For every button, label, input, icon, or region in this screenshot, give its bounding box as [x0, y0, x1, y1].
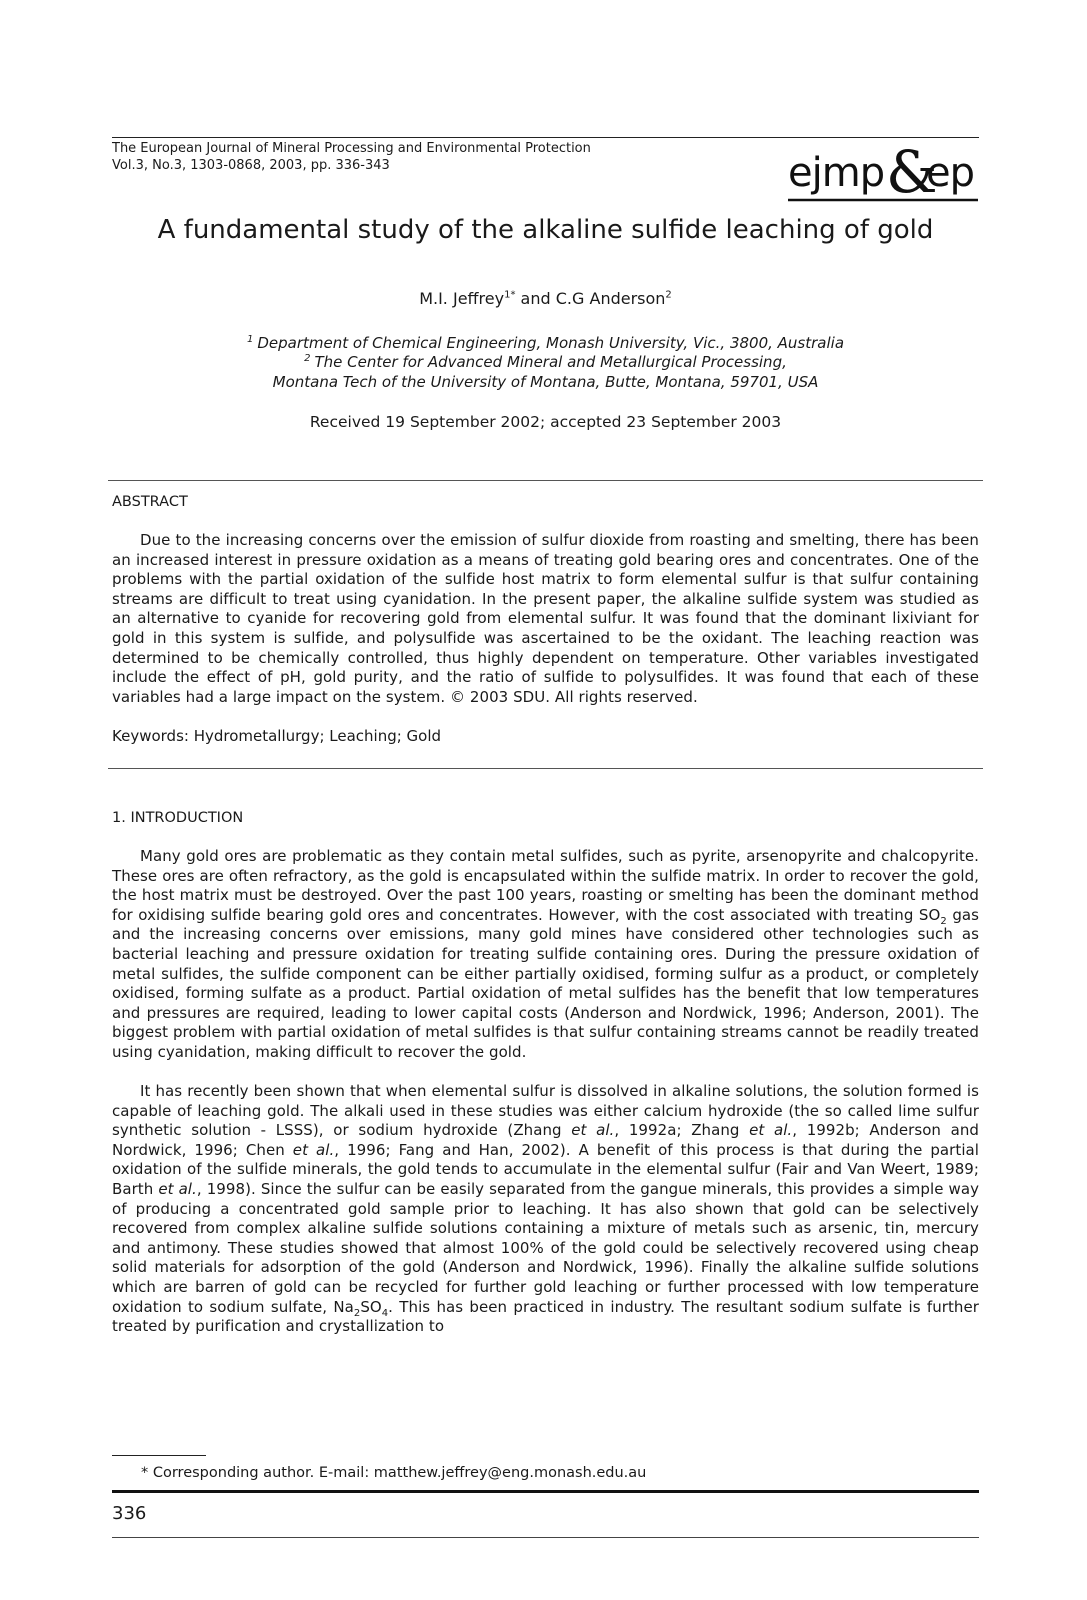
author-2-mark: 2	[665, 289, 672, 301]
intro-p2-subscript-a: 2	[353, 1307, 361, 1319]
author-connector: and	[515, 289, 556, 308]
footnote-rule	[112, 1455, 206, 1456]
author-1-mark: 1*	[504, 289, 516, 301]
journal-name: The European Journal of Mineral Processing and Environmental Protection	[112, 141, 591, 156]
introduction-heading: 1. INTRODUCTION	[112, 810, 244, 826]
intro-paragraph-2	[112, 1082, 979, 1337]
footnote: * Corresponding author. E-mail: matthew.jeffrey@eng.monash.edu.au	[141, 1465, 647, 1481]
journal-logo-graphic	[786, 140, 980, 202]
intro-p2-etal-3: et al.	[292, 1140, 335, 1159]
abstract-text: Due to the increasing concerns over the emission of sulfur dioxide from roasting and smelting, there has been an increased interest in pressure oxidation as a means of treating gold bearing ores and concentrates. One of the problems with the partial oxidation of the sulfide host matrix to form elemental sulfur is that sulfur containing streams are difficult to treat using cyanidation. In the present paper, the alkaline sulfide system was studied as an alternative to cyanide for recovering gold from elemental sulfur. It was found that the dominant lixiviant for gold in this system is sulfide, and polysulfide was ascertained to be the oxidant. The leaching reaction was determined to be chemically controlled, thus highly dependent on temperature. Other variables investigated include the effect of pH, gold purity, and the ratio of sulfide to polysulfides. It was found that each of these variables had a large impact on the system. © 2003 SDU. All rights reserved.	[112, 531, 979, 706]
intro-p1-part-1: Many gold ores are problematic as they contain metal sulfides, such as pyrite, arsenopyrite and chalcopyrite. These ores are often refractory, as the gold is encapsulated within the sulfide matrix. In order to recover the gold, the host matrix must be destroyed. Over the past 100 years, roasting or smelting has been the dominant method for oxidising sulfide bearing gold ores and concentrates. However, with the cost associated with treating SO	[112, 847, 979, 924]
intro-p2-etal-4: et al.	[158, 1179, 197, 1198]
abstract-top-rule	[108, 480, 983, 481]
intro-p2-part-3: , 1992b; Anderson and Nordwick, 1996; Chen	[112, 1121, 980, 1159]
logo-text-right: ep	[926, 150, 974, 196]
intro-paragraph-1	[112, 847, 979, 1063]
page-number: 336	[112, 1503, 147, 1524]
intro-p1-part-2: gas and the increasing concerns over emissions, many gold mines have considered other technologies such as bacterial leaching and pressure oxidation for treating sulfide containing ores. During the pressure oxidation of metal sulfides, the sulfide component can be either partially oxidised, forming sulfur as a product, or completely oxidised, forming sulfate as a product. Partial oxidation of metal sulfides has the benefit that low temperatures and pressures are required, leading to lower capital costs (Anderson and Nordwick, 1996; Anderson, 2001). The biggest problem with partial oxidation of metal sulfides is that sulfur containing streams cannot be readily treated using cyanidation, making difficult to recover the gold.	[112, 905, 980, 1061]
affiliation-1-text: Department of Chemical Engineering, Monash University, Vic., 3800, Australia	[257, 334, 845, 352]
intro-p2-part-6: SO	[360, 1297, 382, 1316]
intro-p2-etal-1: et al.	[571, 1121, 615, 1140]
received-dates: Received 19 September 2002; accepted 23 September 2003	[309, 413, 782, 431]
intro-p2-part-5: , 1998). Since the sulfur can be easily separated from the gangue minerals, this provides a simple way of producing a concentrated gold sample prior to leaching. It has also shown that gold can be selectively recovered from complex alkaline sulfide solutions containing a mixture of metals such as arsenic, tin, mercury and antimony. These studies showed that almost 100% of the gold could be selectively recovered using cheap solid materials for adsorption of the gold (Anderson and Nordwick, 1996). Finally the alkaline sulfide solutions which are barren of gold can be recycled for further gold leaching or further processed with low temperature oxidation to sodium sulfate, Na	[112, 1179, 980, 1316]
logo-text-left: ejmp	[788, 150, 885, 196]
intro-p1-subscript: 2	[940, 915, 947, 927]
intro-p2-part-7: . This has been practiced in industry. The resultant sodium sulfate is further treated by purification and crystallization to	[112, 1297, 979, 1336]
intro-p2-part-4: , 1996; Fang and Han, 2002). A benefit of this process is that during the partial oxidation of the sulfide minerals, the gold tends to accumulate in the elemental sulfur (Fair and Van Weert, 1989; Barth	[112, 1140, 979, 1198]
header-top-rule	[112, 137, 979, 138]
intro-p2-etal-2: et al.	[749, 1121, 793, 1140]
journal-logo	[786, 140, 980, 202]
affiliation-1-mark: 1	[246, 334, 254, 345]
affiliation-2-text-1: The Center for Advanced Mineral and Metallurgical Processing,	[314, 353, 787, 371]
affiliation-2-line-1	[112, 352, 979, 372]
paper-title: A fundamental study of the alkaline sulfide leaching of gold	[157, 215, 934, 245]
author-2: C.G Anderson	[555, 289, 666, 308]
affiliation-2-line-2: Montana Tech of the University of Montana, Butte, Montana, 59701, USA	[272, 373, 819, 391]
affiliation-1	[112, 333, 979, 353]
intro-p2-part-1: It has recently been shown that when elemental sulfur is dissolved in alkaline solutions, the solution formed is capable of leaching gold. The alkali used in these studies was either calcium hydroxide (the so called lime sulfur synthetic solution - LSSS), or sodium hydroxide (Zhang	[112, 1082, 979, 1140]
author-1: M.I. Jeffrey	[419, 289, 505, 308]
volume-info: Vol.3, No.3, 1303-0868, 2003, pp. 336-343	[112, 158, 390, 173]
footer-bottom-rule	[112, 1537, 979, 1538]
keywords: Keywords: Hydrometallurgy; Leaching; Gold	[112, 727, 442, 745]
logo-ampersand: &	[886, 140, 938, 202]
affiliation-2-mark: 2	[304, 353, 311, 364]
intro-p2-subscript-b: 4	[381, 1307, 389, 1319]
footer-thick-rule	[112, 1490, 979, 1493]
author-line	[112, 288, 979, 310]
intro-p2-part-2: , 1992a; Zhang	[614, 1121, 750, 1140]
abstract-bottom-rule	[108, 768, 983, 769]
abstract-heading: ABSTRACT	[112, 494, 188, 510]
